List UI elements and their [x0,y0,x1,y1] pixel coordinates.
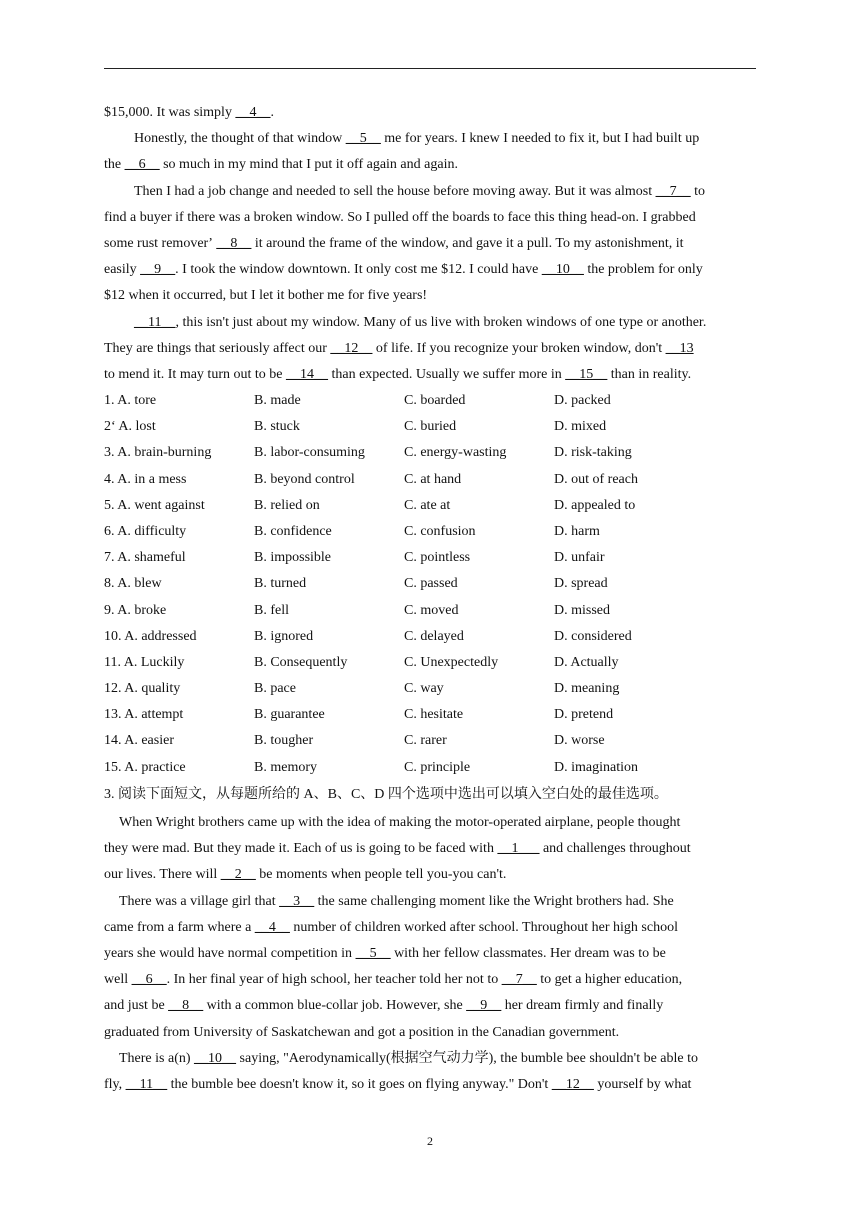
text-line [104,231,756,257]
option-c: C. buried [404,419,457,435]
option-a: 7. A. shameful [104,550,186,566]
blank-number: __8__ [216,235,252,251]
option-row [104,702,756,728]
option-a: 6. A. difficulty [104,523,187,539]
text-segment: . I took the window downtown. It only cost me $12. I could have [175,262,542,278]
blank-number: __2__ [220,867,256,883]
blank-number: __8__ [168,998,204,1014]
text-segment: of life. If you recognize your broken window, don't [372,340,666,356]
option-a: 5. A. went against [104,497,205,513]
option-d: D. packed [554,393,611,408]
text-segment: There was a village girl that [119,893,280,909]
option-b: B. beyond control [254,471,355,487]
blank-number: __13 [665,340,694,356]
blank-number: __7__ [501,972,537,988]
option-c: C. rarer [404,733,447,749]
blank-number: __11__ [134,314,176,330]
text-line [104,915,756,941]
blank-number: __12__ [551,1076,594,1092]
text-segment: to mend it. It may turn out to be [104,366,286,382]
text-segment: $12 when it occurred, but I let it bother me for five years! [104,288,428,304]
text-line [104,1020,756,1046]
header-rule [104,68,756,69]
option-c: C. Unexpectedly [404,654,499,670]
text-segment: than expected. Usually we suffer more in [327,366,566,382]
blank-number: __11__ [125,1076,168,1092]
option-d: D. considered [554,628,632,644]
option-c: C. way [404,681,444,697]
option-b: B. stuck [254,419,300,435]
text-segment: , this isn't just about my window. Many of us live with broken windows of one type or another. [175,314,707,330]
text-line [104,1072,756,1098]
option-b: B. pace [254,681,296,697]
option-a: 2ʻ A. lost [104,419,156,435]
page-number: 2 [427,1134,433,1148]
option-d: D. imagination [554,759,638,775]
text-line [104,862,756,888]
text-segment: When Wright brothers came up with the idea of making the motor-operated airplane, people thought [119,815,681,830]
blank-number: __6__ [131,972,167,988]
blank-number: __9__ [466,998,502,1014]
text-segment: our lives. There will [104,867,221,883]
option-d: D. mixed [554,419,607,435]
text-segment: Honestly, the thought of that window [134,131,346,147]
option-d: D. Actually [554,654,619,670]
option-b: B. labor-consuming [254,445,365,461]
option-d: D. pretend [554,707,614,723]
text-line [104,126,756,152]
option-a: 3. A. brain-burning [104,445,212,461]
text-segment: There is a(n) [119,1050,195,1066]
option-row [104,388,756,414]
option-d: D. appealed to [554,497,636,513]
option-a: 11. A. Luckily [104,654,185,670]
option-row [104,545,756,571]
option-row [104,440,756,466]
option-c: C. delayed [404,628,464,644]
text-line [104,100,756,126]
option-b: B. confidence [254,523,332,539]
text-line [104,1046,756,1072]
text-segment: some rust removerʼ [104,235,217,251]
text-segment: number of children worked after school. Throughout her high school [289,919,678,935]
text-line [104,152,756,178]
blank-number: __6__ [124,157,160,173]
passage-1 [104,100,756,388]
option-row [104,676,756,702]
blank-number: __3__ [279,893,315,909]
option-a: 10. A. addressed [104,628,197,644]
option-d: D. unfair [554,550,605,566]
option-b: B. impossible [254,550,332,566]
option-c: C. pointless [404,550,471,566]
text-segment: well [104,972,132,988]
option-row [104,571,756,597]
option-row [104,598,756,624]
text-segment: the same challenging moment like the Wright brothers had. She [314,893,674,909]
option-d: D. risk-taking [554,445,632,461]
text-segment: Then I had a job change and needed to sell the house before moving away. But it was almost [134,183,656,199]
blank-number: __12__ [330,340,373,356]
option-b: B. relied on [254,497,320,513]
option-row [104,493,756,519]
option-a: 13. A. attempt [104,707,184,723]
blank-number: __15__ [565,366,608,382]
option-row [104,728,756,754]
option-d: D. missed [554,602,610,618]
text-segment: They are things that seriously affect our [104,340,331,356]
option-row [104,650,756,676]
text-segment: the problem for only [583,262,703,278]
option-c: C. moved [404,602,459,618]
text-segment: than in reality. [607,366,692,382]
text-line [104,810,756,836]
option-c: C. principle [404,759,471,775]
option-row [104,519,756,545]
option-a: 1. A. tore [104,393,157,408]
option-a: 14. A. easier [104,733,174,749]
option-row [104,467,756,493]
option-a: 15. A. practice [104,759,186,775]
option-a: 9. A. broke [104,602,167,618]
text-segment: with a common blue-collar job. However, she [203,998,467,1014]
blank-number: __10__ [194,1050,237,1066]
text-segment: the bumble bee doesn't know it, so it goes on flying anyway." Don't [167,1076,552,1092]
text-segment: with her fellow classmates. Her dream was to be [390,945,666,961]
section-3-title: 3. 阅读下面短文，从每题所给的 A、B、C、D 四个选项中选出可以填入空白处的最佳选项。 [104,787,668,802]
text-line [104,257,756,283]
text-segment: graduated from University of Saskatchewan and got a position in the Canadian government. [104,1024,620,1040]
option-c: C. hesitate [404,707,464,723]
text-line [104,967,756,993]
text-segment: her dream firmly and finally [501,998,664,1014]
passage-2 [104,810,756,1098]
text-segment: . [270,105,274,120]
text-segment: easily [104,262,141,278]
option-a: 4. A. in a mess [104,471,187,487]
option-b: B. memory [254,759,317,775]
option-b: B. made [254,393,301,408]
option-b: B. turned [254,576,307,592]
text-line [104,179,756,205]
text-segment: to [690,183,705,199]
text-segment: and challenges throughout [539,841,691,857]
option-row [104,624,756,650]
text-segment: and just be [104,998,169,1014]
option-b: B. Consequently [254,654,348,670]
option-d: D. worse [554,733,605,749]
text-line [104,889,756,915]
blank-number: __14__ [285,366,328,382]
option-c: C. boarded [404,393,466,408]
text-line [104,205,756,231]
blank-number: __9__ [140,262,176,278]
blank-number: __4__ [235,105,271,120]
text-segment: so much in my mind that I put it off again and again. [159,157,458,173]
option-row [104,414,756,440]
text-line [104,336,756,362]
option-d: D. spread [554,576,608,592]
text-line [104,310,756,336]
text-segment: to get a higher education, [536,972,683,988]
option-b: B. tougher [254,733,314,749]
option-c: C. confusion [404,523,476,539]
text-segment: years she would have normal competition in [104,945,356,961]
text-segment: they were mad. But they made it. Each of us is going to be faced with [104,841,498,857]
text-segment: me for years. I knew I needed to fix it, but I had built up [380,131,700,147]
text-line [104,836,756,862]
option-b: B. fell [254,602,289,618]
option-a: 12. A. quality [104,681,181,697]
text-segment: be moments when people tell you-you can't. [255,867,507,883]
blank-number: __5__ [345,131,381,147]
text-segment: saying, "Aerodynamically(根据空气动力学), the bumble bee shouldn't be able to [236,1050,699,1066]
text-line [104,283,756,309]
text-segment: yourself by what [593,1076,692,1092]
text-segment: . In her final year of high school, her teacher told her not to [166,972,502,988]
text-segment: it around the frame of the window, and gave it a pull. To my astonishment, it [251,235,684,251]
option-b: B. ignored [254,628,314,644]
text-line [104,941,756,967]
text-segment: $15,000. It was simply [104,105,236,120]
text-segment: the [104,157,125,173]
text-segment: fly, [104,1076,126,1092]
option-row [104,755,756,781]
options-list [104,388,756,781]
option-c: C. ate at [404,497,451,513]
option-c: C. at hand [404,471,462,487]
blank-number: __7__ [655,183,691,199]
blank-number: __1___ [497,841,540,857]
option-a: 8. A. blew [104,576,162,592]
blank-number: __5__ [355,945,391,961]
text-line [104,362,756,388]
option-d: D. out of reach [554,471,638,487]
option-d: D. harm [554,523,600,539]
blank-number: __10__ [541,262,584,278]
option-c: C. energy-wasting [404,445,507,461]
text-segment: find a buyer if there was a broken window. So I pulled off the boards to face this thing head-on. I grabbed [104,209,696,225]
text-segment: came from a farm where a [104,919,255,935]
blank-number: __4__ [254,919,290,935]
option-c: C. passed [404,576,458,592]
text-line [104,993,756,1019]
option-d: D. meaning [554,681,620,697]
option-b: B. guarantee [254,707,325,723]
